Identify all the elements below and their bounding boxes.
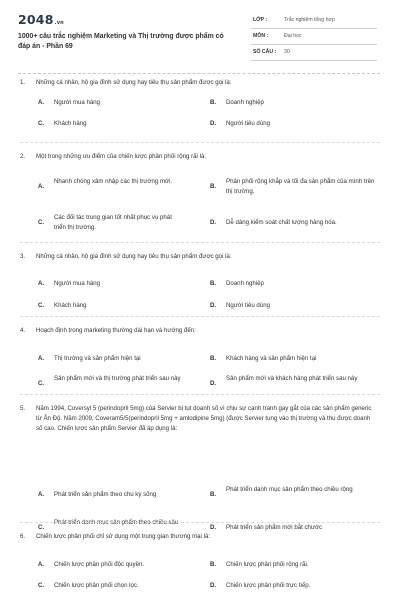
option-letter: A. [38,561,45,568]
question-stem [20,404,400,434]
question-number: 6. [20,533,26,540]
option-text: Người tiêu dùng [226,302,270,309]
option-letter: A. [38,99,45,106]
option-letter: D. [210,302,217,309]
question-number: 5. [20,405,26,412]
option-text: Dễ dàng kiểm soát chất lượng hàng hóa. [226,219,337,226]
question-number: 2. [20,153,26,160]
question-3 [0,252,400,316]
question-text: Hoạch định trong marketing thường dài hạn và hướng đến: [36,327,196,334]
option-text: Phát triển sản phẩm theo chu kỳ sống [54,491,157,498]
option-text: Chiến lược phân phối chọn lọc. [54,582,139,589]
meta-value: Trắc nghiệm tổng hợp [284,17,335,23]
question-divider [20,316,380,317]
option-text: Chiến lược phân phối rộng rãi. [226,561,309,568]
meta-row-class [251,13,377,29]
question-number: 4. [20,327,26,334]
option-letter: D. [210,380,217,387]
logo-suffix: .vn [54,20,64,26]
question-2 [0,152,400,242]
question-text: Những cá nhân, hộ gia đình sử dụng hay tiêu thụ sản phẩm được gọi là: [36,79,232,86]
question-4 [0,326,400,394]
option-letter: C. [38,219,45,226]
option-letter: D. [210,219,217,226]
option-text: Phát triển danh mục sản phẩm theo chiều rộng [226,486,353,493]
option-text: Nhanh chóng xâm nhập các thị trường mới. [54,178,173,185]
option-letter: A. [38,355,45,362]
question-divider [20,394,380,395]
question-number: 3. [20,253,26,260]
question-stem [20,252,400,262]
meta-row-count [251,45,377,61]
meta-key: SỐ CÂU : [253,49,277,55]
option-letter: B. [210,183,217,190]
option-letter: B. [210,355,217,362]
meta-value: 30 [284,49,290,55]
question-1 [0,78,400,142]
question-list [0,78,400,592]
question-5 [0,404,400,531]
option-letter: B. [210,491,217,498]
option-letter: B. [210,99,217,106]
option-letter: A. [38,183,45,190]
question-stem [20,532,400,542]
option-text: Chiến lược phân phối độc quyền. [54,561,145,568]
site-logo[interactable] [18,12,64,27]
question-divider [20,522,380,523]
option-text: Sản phẩm mới và thị trường phát triển sau này [54,375,181,382]
question-stem [20,326,400,336]
option-text: Người mua hàng [54,99,101,106]
question-text: Một trong những ưu điểm của chiến lược phân phối rộng rãi là: [36,153,207,160]
question-number: 1. [20,79,26,86]
question-text: Những cá nhân, hộ gia đình sử dụng hay tiêu thụ sản phẩm được gọi là: [36,253,232,260]
option-letter: B. [210,280,217,287]
meta-value: Đại học [284,33,302,39]
option-text: Khách hàng [54,120,87,127]
option-letter: C. [38,524,45,531]
meta-key: LỚP : [253,17,268,23]
page-header [0,0,400,66]
question-text: Chiến lược phân phối chỉ sử dụng một trung gian thương mại là: [36,533,211,540]
option-text: Thị trường và sản phẩm hiện tại [54,355,141,362]
question-stem [20,152,400,162]
option-letter: D. [210,120,217,127]
document-title: 1000+ câu trắc nghiệm Marketing và Thị trường được phẩm có đáp án - Phần 69 [18,33,224,50]
question-stem [20,78,400,88]
option-text: Doanh nghiệp [226,99,264,106]
question-text: Năm 1994, Coversyl 5 (perindopril 5mg) của Servier bị tụt doanh số vì chịu sự cạnh tranh gay gắt của các sản phẩm generic từ Ấn Độ. Năm 2009, Coveram5/5(perindopril 5mg + amlodipine 5mg) (được Servier tung vào thị trường và thu được doanh số cao. Chiến lược sản phẩm Servier đã áp dụng là: [36,405,372,432]
option-text: Chiến lược phân phối trực tiếp. [226,582,311,589]
option-letter: C. [38,582,45,589]
option-text: Phân phối rộng khắp và tối đa sản phẩm của mình trên thị trường. [226,178,375,195]
option-letter: C. [38,302,45,309]
option-letter: B. [210,561,217,568]
option-letter: D. [210,582,217,589]
option-letter: A. [38,280,45,287]
option-letter: C. [38,380,45,387]
option-letter: A. [38,491,45,498]
option-text: Doanh nghiệp [226,280,264,287]
option-text: Các đối tác trung gian tốt nhất phục vụ phát triển thị trường. [54,214,172,231]
option-text: Người mua hàng [54,280,101,287]
question-divider [20,242,380,243]
option-text: Phát triển danh mục sản phẩm theo chiều sâu [54,519,179,526]
option-letter: D. [210,524,217,531]
option-text: Phát triển sản phẩm mới bắt chước [226,524,323,531]
question-divider [20,142,380,143]
option-text: Khách hàng [54,302,87,309]
option-letter: C. [38,120,45,127]
meta-key: MÔN : [253,33,269,39]
meta-row-subject [251,29,377,45]
option-text: Người tiêu dùng [226,120,270,127]
option-text: Khách hàng và sản phẩm hiện tại [226,355,317,362]
question-6 [0,532,400,592]
logo-text: 2048 [18,12,54,27]
header-divider [18,73,380,74]
option-text: Sản phẩm mới và khách hàng phát triển sau này [226,375,358,382]
meta-table [251,13,377,61]
